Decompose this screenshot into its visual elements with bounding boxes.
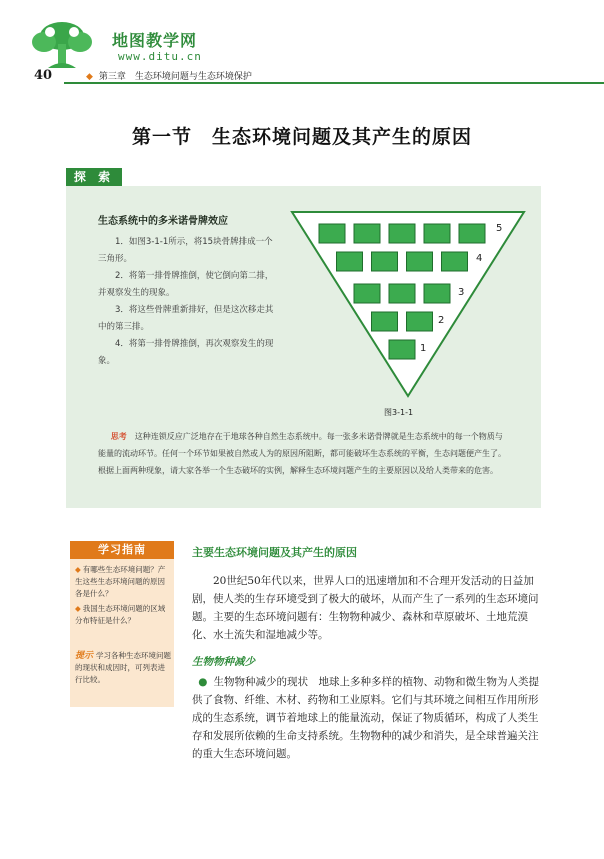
domino-block (337, 252, 363, 271)
domino-block (372, 252, 398, 271)
guide-item: ◆ 有哪些生态环境问题？产生这些生态环境问题的原因各是什么？ (75, 565, 166, 598)
page-number: 40 (34, 68, 53, 83)
bullet-text: 生物物种减少的现状 地球上多种多样的植物、动物和微生物为人类提供了食物、纤维、木材、药物和工业原料。它们与其环境之间相互作用所形成的生态系统，调节着地球上的能量流动，保证了物质循环，构成了人类生存和发展所依赖的生命支持系统。生物物种的减少和消失，是全球普遍关注的重大生态环境问题。 (192, 676, 539, 760)
main-heading: 主要生态环境问题及其产生的原因 (192, 546, 357, 559)
step-item: 3．将这些骨牌重新排好，但是这次移走其中的第三排。 (98, 305, 274, 332)
row-label-1: 1 (420, 343, 427, 354)
explore-heading: 生态系统中的多米诺骨牌效应 (98, 216, 228, 227)
explore-steps (98, 234, 278, 370)
domino-block (442, 252, 468, 271)
tip-label: 提示 (75, 651, 94, 661)
domino-block (424, 224, 450, 243)
domino-block (407, 312, 433, 331)
domino-block (354, 284, 380, 303)
header-divider (64, 82, 604, 84)
logo-tree-icon (22, 18, 102, 70)
think-label: 思考 (110, 432, 127, 441)
row-label-3: 3 (458, 287, 465, 298)
step-item: 2．将第一排骨牌推倒，使它倒向第二排，并观察发生的现象。 (98, 271, 274, 298)
domino-triangle-figure (288, 208, 528, 404)
section-title: 第一节 生态环境问题及其产生的原因 (131, 126, 472, 148)
domino-block (407, 252, 433, 271)
domino-block (424, 284, 450, 303)
diamond-icon: ◆ (75, 565, 81, 574)
explore-tab: 探 索 (66, 168, 122, 187)
tip-text: 学习各种生态环境问题的现状和成因时，可列表进行比较。 (75, 651, 172, 684)
intro-paragraph: 20世纪50年代以来，世界人口的迅速增加和不合理开发活动的日益加剧，使人类的生存环境受到了极大的破坏，从而产生了一系列的生态环境问题。主要的生态环境问题有：生物物种减少、森林和草原破坏、土地荒漠化、水土流失和湿地减少等。 (192, 575, 539, 641)
guide-tip (75, 650, 171, 686)
diamond-icon: ◆ (86, 72, 93, 82)
row-label-5: 5 (496, 223, 503, 234)
bullet-icon: ● (198, 676, 208, 688)
domino-block (459, 224, 485, 243)
diamond-icon: ◆ (75, 604, 81, 613)
site-url[interactable]: www.ditu.cn (118, 50, 202, 63)
domino-block (319, 224, 345, 243)
figure-caption: 图3-1-1 (384, 408, 414, 417)
row-label-2: 2 (438, 315, 445, 326)
chapter-title (86, 69, 252, 82)
row-label-4: 4 (476, 253, 483, 264)
site-name: 地图教学网 (112, 31, 198, 50)
step-item: 1．如图3-1-1所示，将15块骨牌排成一个三角形。 (98, 237, 273, 264)
domino-block (389, 284, 415, 303)
step-item: 4．将第一排骨牌推倒，再次观察发生的现象。 (98, 339, 274, 366)
think-paragraph (98, 428, 510, 479)
domino-block (372, 312, 398, 331)
bullet-paragraph (192, 673, 544, 763)
subheading: 生物物种减少 (192, 656, 255, 668)
domino-block (354, 224, 380, 243)
domino-block (389, 340, 415, 359)
study-guide-title: 学习指南 (70, 541, 174, 559)
chapter-label: 第三章 生态环境问题与生态环境保护 (98, 72, 252, 82)
domino-block (389, 224, 415, 243)
guide-item: ◆ 我国生态环境问题的区域分布特征是什么？ (75, 604, 166, 625)
think-text: 这种连锁反应广泛地存在于地球各种自然生态系统中。每一张多米诺骨牌就是生态系统中的每一个物质与能量的流动环节。任何一个环节如果被自然或人为的原因所阻断，都可能破坏生态系统的平衡，生态问题便产生了。根据上面两种现象，请大家各举一个生态破坏的实例，解释生态环境问题产生的主要原因以及给人类带来的危害。 (98, 432, 506, 475)
